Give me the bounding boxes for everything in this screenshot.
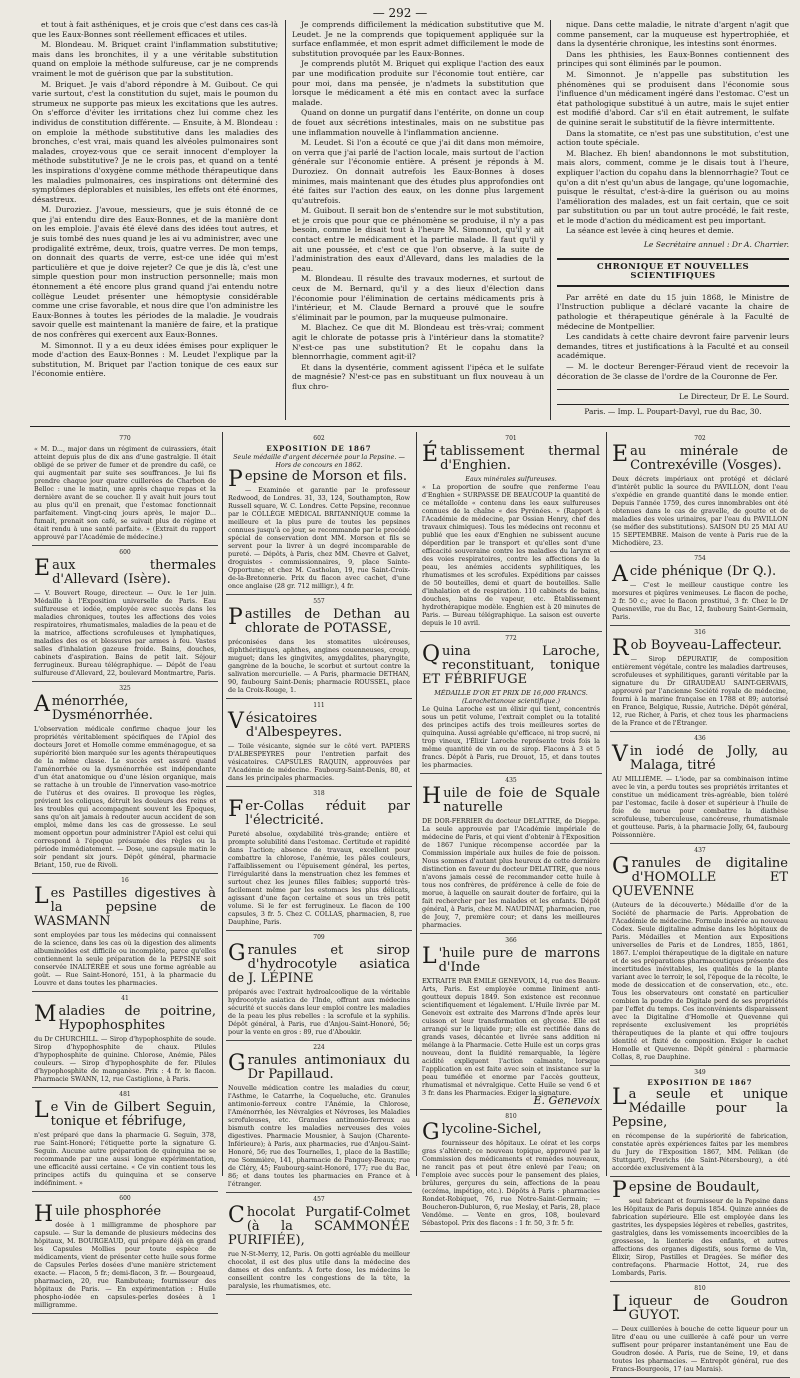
ad-headline: Quina Laroche, reconstituant, tonique ET FÉBRIFUGE (422, 642, 600, 687)
advertisement (32, 992, 218, 1088)
drop-capital: M (34, 1002, 57, 1027)
ad-headline: L 'huile pure de marrons d'Inde (422, 944, 600, 975)
column-divider (550, 20, 551, 420)
ad-number: 810 (505, 1113, 517, 1120)
ad-headline: Vésicatoires d'Albespeyres. (228, 709, 343, 740)
paragraph: M. Leudet. Si l'on a écouté ce que j'ai dit dans mon mémoire, on verra que j'ai parlé de l'action locale, mais surtout de l'action générale sur l'économie entière. A présent je réponds à M. Duroziez. On donnait autrefois les Eaux-Bonnes à doses minimes, mais maintenant que des études plus approfondies ont été faites sur l'action des eaux, on les donne plus largement qu'autrefois. (292, 138, 544, 205)
paragraph: M. Blachez. Ce que dit M. Blondeau est très-vrai; comment agit le chlorate de potasse pris à l'intérieur dans la stomatite? N'est-ce pas une substitution? Et le copahu dans la blennorrhagie, comment agit-il? (292, 323, 544, 362)
ad-number: 325 (119, 685, 131, 692)
ad-number: 600 (119, 1195, 131, 1202)
drop-capital: G (228, 1051, 246, 1076)
ad-exposition-banner: EXPOSITION DE 1867 (647, 1078, 753, 1087)
ad-body: préparés avec l'extrait hydroalcoolique de la véritable hydrocotyle asiatica de l'Inde, offrant aux médecins sécurité et succès dans leur emploi contre les maladies de la peau les plus rebelles : la scrofule et la syphilis. Dépôt général, à Paris, rue d'Anjou-Saint-Honoré, 56; pour la vente en gros : 89, rue d'Aboukir. (228, 988, 410, 1036)
advertisement (610, 844, 790, 1066)
paragraph: M. Simonnot. Je n'appelle pas substitution les phénomènes qui se produisent dans l'économie sous l'influence d'un médicament ingéré dans l'estomac. C'est un état pathologique substitué à un autre, mais le sujet entier est modifié d'abord. Car s'il en était autrement, le sulfate de quinine serait le substitutif de la fièvre intermittente. (557, 69, 789, 127)
ad-subtitle: Seule médaille d'argent décernée pour la Pepsine. — Hors de concours en 1862. (233, 453, 405, 469)
ad-number: 772 (505, 635, 517, 642)
ad-body: — Deux cuillerées à bouche de cette liqueur pour un litre d'eau ou une cuillerée à café pour un verre suffisent pour préparer instantanément une Eau de Goudron dosée. A Paris, rue de Seine, 19, et dans toutes les pharmacies. — Entrepôt général, rue des Francs-Bourgeois, 17 (au Marais). (612, 1325, 788, 1373)
advertisement-column-2 (226, 432, 412, 1290)
drop-capital: G (422, 1120, 440, 1145)
paragraph: — M. le docteur Berenger-Féraud vient de recevoir la décoration de 3e classe de l'ordre de la Couronne de Fer. (557, 362, 789, 381)
advertisement (226, 699, 412, 787)
ad-exposition-banner: EXPOSITION DE 1867 (266, 444, 372, 453)
ad-number: 557 (313, 598, 325, 605)
ad-number: 709 (313, 934, 325, 941)
advertisement (226, 595, 412, 699)
drop-capital: H (422, 784, 442, 809)
ad-body: dosée à 1 milligramme de phosphore par capsule. — Sur la demande de plusieurs médecins des hôpitaux, M. BOURGEAUD, qui prépare déjà en grand les Capsules Mollies pour toute espèce de médicaments, vient de présenter cette huile sous forme de Capsules Perles dosées d'une manière strictement exacte. — Flacon, 5 fr.; demi-flacon, 3 fr. — Bourgeaud, pharmacien, 20, rue Rambuteau; fournisseur des hôpitaux de Paris. — En expérimentation : Huile phospho-iodée en capsules-perles dosées à 1 milligramme. (34, 1221, 216, 1309)
ad-headline: Pastilles de Dethan au chlorate de POTASSE, (228, 605, 410, 636)
drop-capital: G (612, 854, 630, 879)
ad-headline: Chocolat Purgatif-Colmet (à la SCAMMONÉE PURIFIÉE), (228, 1203, 410, 1248)
ad-headline: Eaux thermales d'Allevard (Isère). (34, 556, 216, 587)
ad-body: — Toile vésicante, signée sur le côté vert. PAPIERS D'ALBESPEYRES pour l'entretien parfait des vésicatoires. CAPSULES RAQUIN, approuvées par l'Académie de médecine. Faubourg-Saint-Denis, 80, et dans les principales pharmacies. (228, 742, 410, 782)
ad-body: Pureté absolue, oxydabilité très-grande; entière et prompte solubilité dans l'estomac. Certitude et rapidité dans l'action; absence de travaux, excellent pour combattre la chlorose, l'anémie, les pâles couleurs, l'affaiblissement ou l'épuisement général, les pertes, l'irrégularité dans la menstruation chez les femmes et surtout chez les jeunes filles faibles; supporté très-facilement même par les estomacs les plus délicats, agissant d'une façon certaine et sous un très petit volume. Si le fer est ferrugineux. Le flacon de 100 capsules, 3 fr. 5. Chez C. COLLAS, pharmacien, 8, rue Dauphine, Paris. (228, 830, 410, 926)
ad-headline: Pepsine de Boudault, (612, 1178, 760, 1203)
ad-body: n'est préparé que dans la pharmacie G. Seguin, 378, rue Saint-Honoré; l'étiquette porte la signature G. Seguin. Aucune autre préparation de quinquina ne se recommande par une aussi longue expérimentation, une efficacité aussi certaine. « Ce vin contient tous les principes actifs du quinquina et se conserve indéfiniment. » (34, 1131, 216, 1187)
advertisement (610, 626, 790, 732)
paragraph: M. Briquet. Je vais d'abord répondre à M. Guibout. Ce qui varie surtout, c'est la constitution du sujet, mais le poumon du strumeux ne supporte pas mieux les excitations que les autres. On s'efforce d'éviter les irritations chez lui comme chez les individus de constitution différente. — Ensuite, à M. Blondeau : on emploie la méthode substitutive dans les maladies des bronches, c'est vrai, mais quand les alvéoles pulmonaires sont malades, croyez-vous que ce serait innocent d'employer la méthode substitutive? Je ne le crois pas, et quand on a tenté les inspirations d'oxygène comme méthode thérapeutique dans les maladies pulmonaires, ces inspirations ont déterminé des symptômes déplorables et nuisibles, les effets ont été énormes, désastreux. (32, 79, 278, 204)
paragraph: et tout à fait asthéniques, et je crois que c'est dans ces cas-là que les Eaux-Bonnes sont réellement efficaces et utiles. (32, 20, 278, 39)
drop-capital: R (612, 636, 629, 661)
ad-body: — Examinée et garantie par le professeur Redwood, de Londres. 31, 33, 124, Southampton, Row Russell square, W. C. Londres. Cette Pepsine, reconnue par le COLLÈGE MÉDICAL BRITANNIQUE comme la meilleure et la plus pure de toutes les pepsines connues jusqu'à ce jour, se recommande par le procédé spécial de conservation dont MM. Morson et fils se servent pour la livrer à un degré incomparable de pureté. — Dépôts, à Paris, chez MM. Chevre et Galvet, droguistes - commissionnaires, 9, place Sainte-Opportune; et chez M. Castholan, 19, rue Saint-Croix-de-la-Bretonnerie. Prix du flacon avec cachet, d'une once anglaise (28 gr. 712 milligr.), 4 fr. (228, 486, 410, 590)
advertisement (32, 682, 218, 874)
paragraph: Je comprends difficilement la médication substitutive que M. Leudet. Je ne la comprends que topiquement appliquée sur la surface enflammée, et mon esprit admet difficilement le mode de substitution provoquée par les Eaux-Bonnes. (292, 20, 544, 58)
advertisement (420, 774, 602, 934)
drop-capital: L (612, 1292, 627, 1317)
drop-capital: A (612, 562, 628, 587)
advertisement (610, 552, 790, 626)
ad-headline: Établissement thermal d'Enghien. (422, 442, 600, 473)
paragraph: Et dans la dysentérie, comment agissent l'ipéca et le sulfate de magnésie? N'est-ce pas en substituant un flux nouveau à un flux chro- (292, 362, 544, 391)
ad-headline: Eau minérale de Contrexéville (Vosges). (612, 442, 788, 473)
page-separator-rule (30, 426, 790, 427)
ad-body: rue N-St-Merry, 12, Paris. On gotti agréable du meilleur chocolat, il est des plus utile dans la médecine des dames et des enfants. A forte dose, les médecins le conseillent contre les congestions de la tête, la paralysie, les rhumatismes, etc. (228, 1250, 410, 1290)
drop-capital: E (34, 556, 51, 581)
drop-capital: E (612, 442, 629, 467)
ad-number: 436 (694, 735, 706, 742)
ad-headline: Granules antimoniaux du Dr Papillaud. (228, 1051, 410, 1082)
ad-number: 366 (505, 937, 517, 944)
drop-capital: G (228, 941, 246, 966)
ad-headline: Maladies de poitrine, Hypophosphites (34, 1002, 216, 1033)
ad-headline: Acide phénique (Dr Q.). (612, 562, 777, 587)
ad-body: seul fabricant et fournisseur de la Pepsine dans les Hôpitaux de Paris depuis 1854. Quinze années de fabrication supérieure. Elle est employée dans les gastrites, les dyspepsies légères et rebelles, gastrites, gastralgies, dans les vomissements incoercibles de la grossesse, la lienterie des enfants, et autres affections des organes digestifs, sous forme de Vin, Élixir, Sirop, Pastilles et Dragées. Se méfier des contrefaçons. Pharmacie Hottot, 24, rue des Lombards, Paris. (612, 1197, 788, 1277)
ad-body: sont employées par tous les médecins qui connaissent de la science, dans les cas où la digestion des aliments albuminoïdes est difficile ou incomplète, parce qu'elles contiennent la seule préparation de la PEPSINE soit conservée INALTÉRÉE et sous une forme agréable au goût. — Rue Saint-Honoré, 151, à la pharmacie du Louvre et dans toutes les pharmacies. (34, 931, 216, 987)
drop-capital: L (422, 944, 437, 969)
paragraph: Par arrêté en date du 15 juin 1868, le Ministre de l'Instruction publique a déclaré vacante la chaire de pathologie et thérapeutique générale à la Faculté de médecine de Montpellier. (557, 292, 789, 331)
ad-number: 600 (119, 549, 131, 556)
paragraph: Les candidats à cette chaire devront faire parvenir leurs demandes, titres et justifications à la Faculté et au conseil académique. (557, 332, 789, 361)
ad-body: Nouvelle médication contre les maladies du cœur, l'Asthme, le Catarrhe, la Coqueluche, etc. Granules antimonio-ferreux contre l'Anémie, la Chlorose, l'Aménorrhée, les Névralgies et Névroses, les Maladies scrofuleuses, etc. Granules antimonio-ferreux au bismuth contre les maladies nerveuses des voies digestives. Pharmacie Mousnier, à Saujon (Charente-Inférieure); à Paris, aux pharmacies, rue d'Anjou-Saint-Honoré, 56; rue des Tournelles, 1, place de la Bastille; rue Sommière, 141, pharmacie de Panguey-Beaux; rue de Cléry, 45; Faubourg-saint-Honoré, 177; rue du Bac, 86; et dans toutes les pharmacies en France et à l'étranger. (228, 1084, 410, 1188)
drop-capital: Q (422, 642, 441, 667)
ad-number: 770 (119, 435, 131, 442)
ad-body: préconisées dans les stomatites ulcéreuses, diphthéritiques, aphthes, angines couenneuses, croup, muguet; dans les gingivites, amygdalites, pharyngite, gangrène de la bouche, le scorbut et surtout contre la salivation mercurielle. — A Paris, pharmacie DETHAN, 90, faubourg Saint-Denis; pharmacie ROUSSEL, place de la Croix-Rouge, 1. (228, 638, 410, 694)
paragraph: Quand on donne un purgatif dans l'entérite, on donne un coup de fouet aux sécrétions intestinales, mais on ne substitue pas une inflammation nouvelle à l'inflammation ancienne. (292, 108, 544, 137)
drop-capital: L (612, 1085, 627, 1110)
ad-number: 437 (694, 847, 706, 854)
ad-number: 16 (121, 877, 129, 884)
advertisement (226, 1041, 412, 1193)
drop-capital: A (34, 692, 50, 717)
drop-capital: L (34, 884, 49, 909)
column-divider (285, 20, 286, 420)
advertisement (226, 432, 412, 595)
chronicle-heading: CHRONIQUE ET NOUVELLES SCIENTIFIQUES (557, 258, 789, 287)
ad-body: L'observation médicale confirme chaque jour les propriétés véritablement spécifiques de l'Apiol des docteurs Joret et Homolle comme emménagogue, et sa supériorité bien marquée sur les agents thérapeutiques de la même classe. Le succès est assuré quand l'aménorrhée ou la dysménorrhée est indépendante d'un état anatomique ou d'une lésion organique, mais se rattache à un trouble de l'innervation vaso-motrice de l'utérus et des ovaires. Il provoque les règles, prévient les coliques, détruit les douleurs des reins et les troubles qui accompagnent souvent les Époques, sans qu'on ait jamais à redouter aucun accident de son emploi, même dans les cas de grossesse. Le seul moment opportun pour administrer l'Apiol est celui qui correspond à l'époque présumée des règles ou la période immédiatement. — Dose, une capsule matin le soir pendant six jours. Dépôt général, pharmacie Briant, 150, rue de Rivoli. (34, 725, 216, 869)
advertisement (610, 432, 790, 552)
paragraph: Dans les phthisies, les Eaux-Bonnes contiennent des principes qui sont éliminés par le poumon. (557, 49, 789, 69)
drop-capital: V (228, 709, 244, 734)
advertisement (610, 732, 790, 844)
ad-number: 602 (313, 435, 325, 442)
ad-number: 810 (694, 1285, 706, 1292)
ad-number: 41 (121, 995, 129, 1002)
drop-capital: H (34, 1202, 54, 1227)
secretary-signature: Le Secrétaire annuel : Dr A. Charrier. (643, 240, 789, 250)
advertisement (32, 432, 218, 546)
ad-headline: Aménorrhée, Dysménorrhée. (34, 692, 153, 723)
drop-capital: É (422, 442, 439, 467)
handwritten-signature: E. Genevoix (533, 1094, 600, 1107)
ad-number: 318 (313, 790, 325, 797)
ad-headline: Glycoline-Sichel, (422, 1120, 542, 1145)
advertisement-column-1 (32, 432, 218, 1309)
ad-number: 316 (694, 629, 706, 636)
paragraph: M. Simonnot. Il y a eu deux idées émises pour expliquer le mode d'action des Eaux-Bonnes : M. Leudet l'explique par la substitution, M. Briquet par l'action tonique de ces eaux sur l'économie entière. (32, 340, 278, 379)
advertisement (32, 546, 218, 682)
ad-headline: Granules et sirop d'hydrocotyle asiatica de J. LÉPINE (228, 941, 410, 986)
column-divider (416, 432, 417, 1176)
ad-body: Deux décrets impériaux ont protégé et déclaré d'intérêt public la source du PAVILLON, dont l'eau s'expédie en grande quantité dans le monde entier. Depuis l'année 1759, des cures innombrables ont été obtenues dans le cas de gravelle, de goutte et de maladies des voies urinaires, par l'eau du PAVILLON (se méfier des substitutions). SAISON DU 25 MAI AU 15 SEPTEMBRE. Maison de vente à Paris rue de la Michodière, 23. (612, 475, 788, 547)
advertisement-column-4 (610, 432, 790, 1373)
ad-headline: Liqueur de Goudron GUYOT. (612, 1292, 788, 1323)
advertisement (610, 1282, 790, 1378)
drop-capital: P (228, 467, 243, 492)
paragraph: La séance est levée à cinq heures et demie. (566, 226, 734, 236)
ad-body: — V. Bouvert Rouge, directeur. — Ouv. le 1er juin. Médaille à l'Exposition universelle de Paris. Eau sulfureuse et iodée, employée avec succès dans les maladies chroniques, toutes les affections des voies respiratoires, rhumatismales, maladies de la peau et de la matrice, affections scrofuleuses et lymphatiques, maladies des os et blessures par armes à feu. Vastes salles d'inhalation gazeuse froide. Bains, douches, cabinets d'aspiration. Bains de petit lait. Séjour ferrugineux. Bureau télégraphique. — Dépôt de l'eau sulfureuse d'Allevard, 22, boulevard Montmartre, Paris. (34, 589, 216, 677)
printer-imprint: Paris. — Imp. L. Poupart-Davyl, rue du Bac, 30. (584, 406, 762, 416)
advertisement (420, 632, 602, 774)
ad-headline: Rob Boyveau-Laffecteur. (612, 636, 782, 661)
ad-headline: Granules de digitaline d'HOMOLLE ET QUEVENNE (612, 854, 788, 899)
advertisement (32, 874, 218, 992)
ad-number: 224 (313, 1044, 325, 1051)
ad-headline: Les Pastilles digestives à la pepsine de WASMANN (34, 884, 216, 929)
ad-body: « M. D..., major dans un régiment de cuirassiers, était atteint depuis plus de dix ans d'une gastralgie. Il était obligé de se priver de fumer et de prendre du café, ce qui augmentait par suite ses souffrances. Je lui fis prendre chaque jour quatre cuillerées de Charbon de Belloc : une le matin, une après chaque repas et la dernière avant de se coucher. Il y avait huit jours tout au plus qu'il en prenait, que l'estomac fonctionnait parfaitement. Vingt-cinq jours après, le major D... fumait, prenait son café, se suivait plus de régime et était rendu à une santé parfaite. » (Extrait du rapport approuvé par l'Académie de médecine.) (34, 445, 216, 541)
advertisement (32, 1192, 218, 1314)
ad-body: du Dr CHURCHILL. — Sirop d'hypophosphite de soude. Sirop d'hypophosphite de chaux. Pilules d'hypophosphite de quinine. Chlorose, Anémie, Pâles couleurs. — Sirop d'hypophosphite de fer. Pilules d'hypophosphite de manganèse. Prix : 4 fr. le flacon. Pharmacie SWANN, 12, rue Castiglione, à Paris. (34, 1035, 216, 1083)
ad-number: 111 (313, 702, 325, 709)
paragraph: M. Blondeau. M. Briquet craint l'inflammation substitutive; mais dans les bronchites, il y a une véritable substitution quand on emploie la méthode sulfureuse, car je ne comprends vraiment le mot de guérison que par la substitution. (32, 40, 278, 78)
advertisement (420, 432, 602, 632)
ad-body: « La proportion de soufre que renferme l'eau d'Enghien « SURPASSE DE BEAUCOUP la quantité de ce métalloïde « contenu dans les eaux sulfureuses connues de la chaîne « des Pyrénées. » (Rapport à l'Académie de médecine, par Ossian Henry, chef des travaux chimiques). Tous les médecins ont reconnu et publié que les eaux d'Enghien ne subissent aucune déperdition par le transport et qu'elles sont d'une efficacité souveraine contre les maladies du larynx et des voies respiratoires, contre les affections de la peau, les anémies accidents syphilitiques, les rhumatismes et les scrofules. Expéditions par caisses de 50 bouteilles, demi et quart de bouteilles. Salle d'inhalation et de respiration. 110 cabinets de bains, douches, bains de vapeur, etc. Établissement hydrothérapique modèle. Enghien est à 20 minutes de Paris. — Bureau télégraphique. La saison est ouverte depuis le 10 avril. (422, 483, 600, 627)
drop-capital: F (228, 797, 244, 822)
ad-body: AU MILLIÈME. — L'iode, par sa combinaison intime avec le vin, a perdu toutes ses propriétés irritantes et constitue un médicament très-agréable, bien toléré par l'estomac, facile à doser et supérieur à l'huile de foie de morue pour combattre la diathèse scrofuleuse, tuberculeuse, cancéreuse, rhumatismale et goutteuse. Paris, à la pharmacie Jolly, 64, faubourg Poissonnière. (612, 775, 788, 839)
drop-capital: C (228, 1203, 245, 1228)
ad-headline: Vin iodé de Jolly, au Malaga, titré (612, 742, 788, 773)
ad-number: 481 (119, 1091, 131, 1098)
advertisement (226, 787, 412, 931)
paragraph: nique. Dans cette maladie, le nitrate d'argent n'agit que comme pansement, car la muqueuse est hypertrophiée, et dans la dysentérie chronique, les intestins sont énormes. (557, 20, 789, 49)
column-divider (606, 432, 607, 1176)
column-divider (222, 432, 223, 1176)
ad-body: fournisseur des hôpitaux. Le cérat et les corps gras s'altèrent; ce nouveau topique, approuvé par la Commission des médicaments et remèdes nouveaux, ne rancit pas et peut être enlevé par l'eau; on l'emploie avec succès pour le pansement des plaies, brûlures, gerçures du sein, affections de la peau (eczéma, impétigo, etc.). Dépôts à Paris : pharmacies Rondet-Robiquet, 76, rue Notre-Saint-Germain; — Boucheron-Dubluron, 6, rue Meslay, et Paris, 28, place Vendôme. — Vente en gros, 108, boulevard Sébastopol. Prix des flacons : 1 fr. 50, 3 fr. 5 fr. (422, 1139, 600, 1227)
paragraph: Je comprends plutôt M. Briquet qui explique l'action des eaux par une modification produite sur l'économie tout entière, car pour moi, dans ma pensée, je n'admets la substitution que lorsque le médicament a été mis en contact avec la surface malade. (292, 59, 544, 107)
ad-body: — Sirop DÉPURATIF, de composition entièrement végétale, contre les maladies dartreuses, scrofuleuses et syphilitiques, garanti véritable par la signature du Dr GIRAUDEAU SAINT-GERVAIS, approuvé par l'ancienne Société royale de médecine, fourni à la marine française en 1788 et 89; autorisé en France, Belgique, Russie, Autriche. Dépôt général, 12, rue Richer, à Paris, et chez tous les pharmaciens de la France et de l'Étranger. (612, 655, 788, 727)
article-column-1 (32, 20, 278, 420)
ad-number: 754 (694, 555, 706, 562)
advertisement (610, 1177, 790, 1282)
drop-capital: L (34, 1098, 49, 1123)
ad-headline: Le Vin de Gilbert Seguin, tonique et fébrifuge, (34, 1098, 216, 1129)
chronicle-text (557, 293, 789, 381)
page-number: — 292 — (372, 6, 428, 20)
ad-headline: La seule et unique Médaille pour la Pepsine, (612, 1085, 788, 1130)
ad-number: 701 (505, 435, 517, 442)
paragraph: M. Guibout. Il serait bon de s'entendre sur le mot substitution, et je crois que pour que ce phénomène se produise, il n'y a pas besoin, comme le disait tout à l'heure M. Simonnot, qu'il y ait contact entre le médicament et la partie malade. Il faut qu'il y ait une poussée, et c'est ce que l'on observe, à la suite de l'administration des eaux d'Allevard, dans les maladies de la peau. (292, 206, 544, 273)
paragraph: M. Duroziez. J'avoue, messieurs, que je suis étonné de ce que j'ai entendu dire des Eaux-Bonnes, et de la manière dont on les emploie. J'avais été élevé dans des idées tout autres, et je suis tombé des nues quand je les ai vu administrer, avec une prodigalité extrême, deux, trois, quatre verres. De mon temps, on donnait des quarts de verre, est-ce une idée qui m'est particulière et que je doive rejeter? Ce que je dis là, c'est une simple question pour mon instruction personnelle; mais mon étonnement a été encore plus grand quand j'ai entendu notre collègue Leudet présenter une hémoptysie considérable comme une crise favorable, et nous dire que l'on administre les Eaux-Bonnes à toutes les périodes de la maladie. Je voudrais savoir quelle est maintenant la manière de faire, et la pratique de nos confrères qui exercent aux Eaux-Bonnes. (32, 205, 278, 339)
paragraph: Dans la stomatite, ce n'est pas une substitution, c'est une action toute spéciale. (557, 128, 789, 148)
advertisement (420, 934, 602, 1110)
ad-number: 457 (313, 1196, 325, 1203)
ad-body: (Auteurs de la découverte.) Médaille d'or de la Société de pharmacie de Paris. Approbation de l'Académie de médecine. Formule insérée au nouveau Codex. Seule digitaline admise dans les hôpitaux de Paris. Médailles et Mention aux Expositions universelles de Paris et de Londres, 1855, 1861, 1867. L'emploi thérapeutique de la digitale en nature et de ses préparations pharmaceutiques présente des incertitudes inévitables, les qualités de la plante variant avec le terroir, le sol, l'époque de la récolte, le mode de dessiccation et de conservation, etc., etc. Tous les observateurs ont constaté en particulier combien la poudre de Digitale perd de ses propriétés par l'effet du temps. Ces inconvénients disparaissent avec la Digitaline d'Homolle et Quevenne qui représente exclusivement les propriétés thérapeutiques de la plante et qui offre toujours identité et fixité de composition. Exiger le cachet Homolle et Quevenne. Dépôt général : pharmacie Collas, 8, rue Dauphine. (612, 901, 788, 1061)
article-column-3 (557, 20, 789, 426)
director-name: Le Directeur, Dr E. Le Sourd. (679, 392, 789, 402)
ad-subtitle: Eaux minérales sulfureuses. (465, 475, 557, 483)
article-column-2 (292, 20, 544, 420)
ad-number: 702 (694, 435, 706, 442)
advertisement (226, 1193, 412, 1295)
ad-body: en récompense de la supériorité de fabrication, constatée après expériences faites par les membres du Jury de l'Exposition 1867, MM. Pelikan (de Stuttgart), Frerichs (de Saint-Pétersbourg), a été accordée exclusivement à la (612, 1132, 788, 1172)
ad-number: 349 (694, 1069, 706, 1076)
ad-headline: Pepsine de Morson et fils. (228, 467, 408, 492)
ad-headline: Huile de foie de Squale naturelle (422, 784, 600, 815)
drop-capital: P (228, 605, 243, 630)
drop-capital: P (612, 1178, 627, 1203)
paragraph: M. Blondeau. Il résulte des travaux modernes, et surtout de ceux de M. Bernard, qu'il y a des lieux d'élection dans l'économie pour l'élimination de certains médicaments pris à l'intérieur, et M. Claude Bernard a prouvé que le soufre s'éliminait par le poumon, par la muqueuse pulmonaire. (292, 274, 544, 322)
advertisement (420, 1110, 602, 1232)
ad-headline: Huile phosphorée (34, 1202, 162, 1227)
ad-subtitle: MÉDAILLE D'OR ET PRIX DE 16,000 FRANCS. (Larochettanoue scientifique.) (434, 689, 588, 705)
ad-number: 435 (505, 777, 517, 784)
advertisement (32, 1088, 218, 1192)
ad-body: — C'est le meilleur caustique contre les morsures et piqûres venimeuses. Le flacon de poche, 2 fr. 50 c.; avec le flacon prostitué, 3 fr. Chez le Dr Quesneville, rue du Bac, 12, faubourg Saint-Germain, Paris. (612, 581, 788, 621)
article-column-3-text (557, 20, 789, 236)
advertisement (610, 1066, 790, 1177)
director-line (557, 389, 789, 405)
advertisement-column-3 (420, 432, 602, 1227)
ad-body: EXTRAITE PAR ÉMILE GENEVOIX, 14, rue des Beaux-Arts, Paris. Est employée comme liniment anti-goutteux depuis 1849. Son existence est reconnue scientifiquement et légalement. L'Huile livrée par M. Genevoix est extraite des Marrons d'Inde après leur cuisson et leur transformation en glycose. Elle est arrangé sur le liquide pur; elle est rectifiée dans de grands vases, décantée et livrée sans addition ni mélange à la Pharmacie. Cette Huile est un corps gras nouveau, dont la fluidité remarquable, la légère acidité expliquent l'action calmante, lorsque l'application en est faite avec soin et insistance sur la peau tuméfiée et enorme par l'accès goutteux, rhumatismal et névralgique. Cette Huile se vend 6 et 3 fr. dans les Pharmacies. Exiger la signature. (422, 977, 600, 1097)
drop-capital: V (612, 742, 628, 767)
ad-body: Le Quina Laroche est un élixir qui tient, concentrés sous un petit volume, l'extrait complet ou la totalité des principes actifs des trois meilleures sortes de quinquina. Aussi agréable qu'efficace, ni trop sucré, ni trop vineux, l'Élixir Laroche représente trois fois la même quantité de vin ou de sirop. Flacons à 3 et 5 francs. Dépôt à Paris, rue Drouot, 15, et dans toutes les pharmacies. (422, 705, 600, 769)
advertisement (226, 931, 412, 1041)
ad-headline: Fer-Collas réduit par l'électricité. (228, 797, 410, 828)
ad-body: DE DOR-FERRIER du docteur DELATTRE, de Dieppe. La seule approuvée par l'Académie impériale de médecine de Paris, et qui vient d'obtenir à l'Exposition de 1867 l'unique récompense accordée par la Commission impériale aux huiles de foie de poisson. Nous sommes d'autant plus heureux de cette dernière distinction en faveur du docteur DELATTRE, que nous n'avons jamais cessé de recommander cette huile à tous nos confrères, de préférence à celle de foie de morue, à laquelle on saurait douter de forfaire, qui la fait rechercher par les malades et les enfants. Dépôt général, à Paris, chez M. NAUDINAT, pharmacien, rue de Jouy, 7, première cour; et dans les meilleures pharmacies. (422, 817, 600, 929)
paragraph: M. Blachez. Eh bien! abandonnons le mot substitution, mais alors, comment, comme je le disais tout à l'heure, expliquer l'action du copahu dans la blennorrhagie? Tout ce qu'on a dit n'est qu'un abus de langage, qu'une logomachie, puisque le résultat, c'est-à-dire la guérison ou au moins l'amélioration des malades, est un fait certain, que ce soit par substitution ou par un tout autre procédé, le fait reste, et le mode d'action du médicament est peu important. (557, 148, 789, 225)
